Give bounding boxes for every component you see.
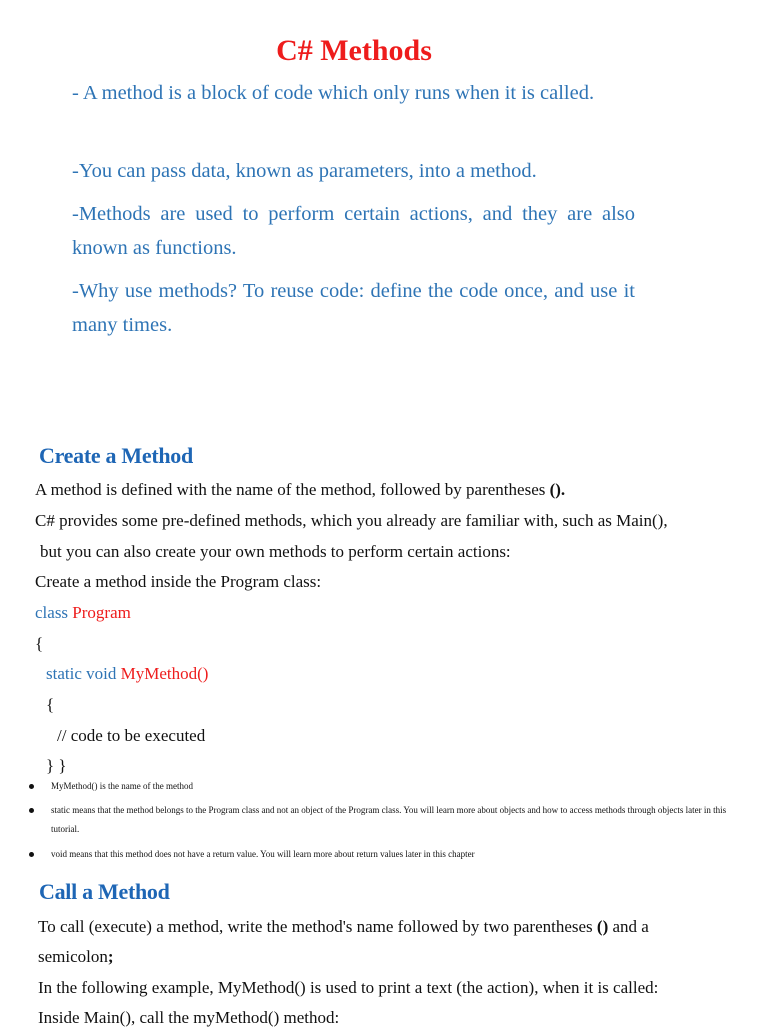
create-line-3: but you can also create your own methods to perform certain actions: (40, 542, 511, 561)
call-line-1-tail: and a (608, 917, 649, 936)
code-method-line (46, 664, 208, 684)
code-comment: // code to be executed (57, 726, 206, 745)
semicolon-token: ; (107, 947, 114, 966)
bullet-dot (29, 852, 34, 857)
code-keyword-static-void: static void (46, 664, 117, 683)
code-class-name: Program (72, 603, 131, 622)
parentheses-token: () (596, 917, 609, 936)
parentheses-token: (). (549, 480, 566, 499)
bullet-dot (29, 808, 34, 813)
call-line-4: Inside Main(), call the myMethod() method: (38, 1008, 340, 1027)
bullet-item (29, 801, 749, 839)
create-line-2: C# provides some pre-defined methods, which you already are familiar with, such as Main(), (35, 511, 668, 530)
code-open-brace: { (35, 634, 44, 653)
create-line-1 (35, 480, 565, 500)
call-line-1-text: To call (execute) a method, write the method's name followed by two parentheses (38, 917, 597, 936)
bullet-text: static means that the method belongs to the Program class and not an object of the Program class. You will learn more about objects and how to access methods through objects later in this tutorial. (51, 805, 727, 834)
create-method-heading: Create a Method (39, 443, 193, 468)
create-line-1-text: A method is defined with the name of the method, followed by parentheses (35, 480, 550, 499)
intro-paragraph-2: -You can pass data, known as parameters, into a method. (72, 160, 537, 182)
intro-paragraph-3: -Methods are used to perform certain actions, and they are also known as functions. (72, 203, 635, 259)
call-line-2 (38, 947, 114, 967)
bullet-text: void means that this method does not have a return value. You will learn more about return values later in this chapter (51, 849, 475, 859)
bullet-item (29, 777, 749, 796)
call-line-2-text: semicolon (38, 947, 108, 966)
code-keyword-class: class (35, 603, 69, 622)
bullet-text: MyMethod() is the name of the method (51, 781, 193, 791)
intro-paragraph-1: - A method is a block of code which only runs when it is called. (72, 82, 595, 104)
code-inner-open-brace: { (46, 695, 55, 714)
code-method-name: MyMethod() (120, 664, 209, 683)
call-line-3: In the following example, MyMethod() is used to print a text (the action), when it is called: (38, 978, 659, 997)
bullet-item (29, 845, 749, 864)
create-line-4: Create a method inside the Program class: (35, 572, 322, 591)
call-method-heading: Call a Method (39, 879, 170, 904)
code-close-braces: } } (46, 756, 67, 775)
page-title: C# Methods (276, 34, 432, 67)
call-line-1 (38, 917, 649, 937)
intro-paragraph-4: -Why use methods? To reuse code: define the code once, and use it many times. (72, 280, 635, 336)
code-class-line (35, 603, 131, 623)
bullet-dot (29, 784, 34, 789)
